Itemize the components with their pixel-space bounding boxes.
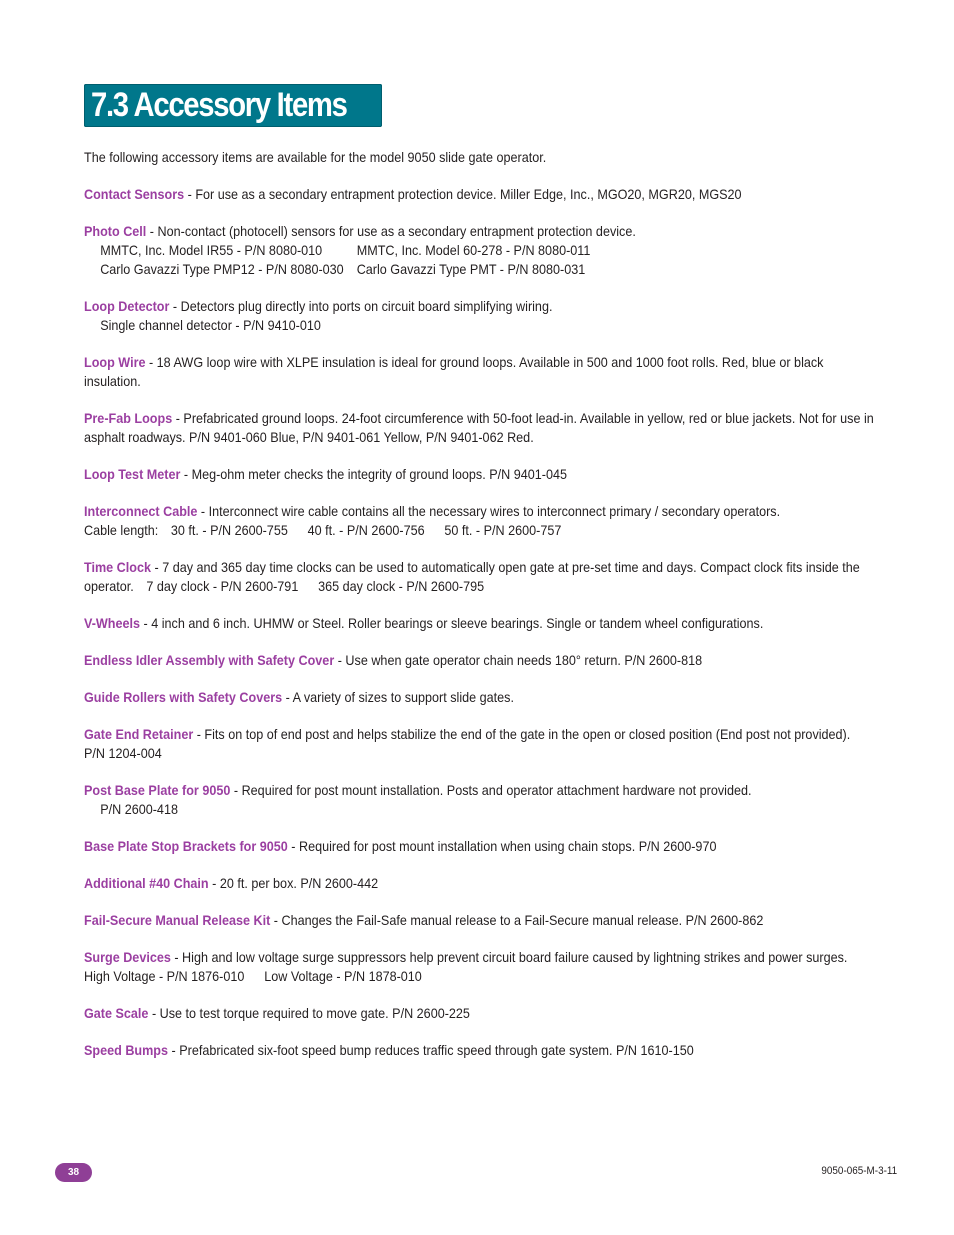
item-desc: - Meg-ohm meter checks the integrity of ground loops. P/N 9401-045 (180, 466, 567, 482)
item-photo-cell (84, 222, 874, 279)
item-term: Interconnect Cable (84, 503, 198, 519)
item-term: Base Plate Stop Brackets for 9050 (84, 838, 288, 854)
item-term: Loop Wire (84, 354, 146, 370)
item-additional-chain (84, 874, 874, 893)
item-term: Speed Bumps (84, 1042, 169, 1058)
item-desc: - Required for post mount installation when using chain stops. P/N 2600-970 (287, 838, 717, 854)
photo-cell-option: MMTC, Inc. Model IR55 - P/N 8080-010 (100, 242, 323, 258)
item-loop-wire (84, 353, 874, 391)
section-title-box (84, 84, 382, 127)
item-term: Loop Test Meter (84, 466, 181, 482)
photo-cell-option: Carlo Gavazzi Type PMT - P/N 8080-031 (356, 261, 586, 277)
item-term: Time Clock (84, 559, 151, 575)
item-gate-end-retainer (84, 725, 874, 763)
photo-cell-option: Carlo Gavazzi Type PMP12 - P/N 8080-030 (100, 261, 344, 277)
cable-length-option: 30 ft. - P/N 2600-755 (170, 522, 288, 538)
item-post-base-plate (84, 781, 874, 819)
surge-option: High Voltage - P/N 1876-010 (84, 968, 245, 984)
item-loop-detector (84, 297, 874, 335)
item-desc: - 4 inch and 6 inch. UHMW or Steel. Roller bearings or sleeve bearings. Single or tandem wheel configurations. (140, 615, 764, 631)
item-term: Post Base Plate for 9050 (84, 782, 231, 798)
item-desc: - 7 day and 365 day time clocks can be used to automatically open gate at pre-set time and days. Compact clock fits inside the operator. (84, 559, 860, 594)
item-desc: - Required for post mount installation. Posts and operator attachment hardware not provided. (230, 782, 752, 798)
item-desc: - Detectors plug directly into ports on circuit board simplifying wiring. (169, 298, 553, 314)
item-term: V-Wheels (84, 615, 141, 631)
item-term: Endless Idler Assembly with Safety Cover (84, 652, 335, 668)
cable-length-option: 40 ft. - P/N 2600-756 (307, 522, 425, 538)
item-term: Gate End Retainer (84, 726, 194, 742)
surge-option: Low Voltage - P/N 1878-010 (264, 968, 422, 984)
intro-paragraph (84, 148, 874, 167)
item-surge-devices (84, 948, 874, 986)
item-desc: - 20 ft. per box. P/N 2600-442 (208, 875, 379, 891)
cable-length-option: 50 ft. - P/N 2600-757 (444, 522, 562, 538)
item-desc: - 18 AWG loop wire with XLPE insulation is ideal for ground loops. Available in 500 and 1000 foot rolls. Red, blue or black insulation. (84, 354, 824, 389)
item-desc: - Prefabricated six-foot speed bump reduces traffic speed through gate system. P/N 1610-150 (168, 1042, 694, 1058)
item-base-plate-stop-brackets (84, 837, 874, 856)
item-term: Gate Scale (84, 1005, 149, 1021)
item-term: Pre-Fab Loops (84, 410, 173, 426)
item-desc: - Interconnect wire cable contains all the necessary wires to interconnect primary / secondary operators. (197, 503, 781, 519)
item-desc: - High and low voltage surge suppressors help prevent circuit board failure caused by lightning strikes and power surges. (170, 949, 848, 965)
item-term: Loop Detector (84, 298, 170, 314)
photo-cell-option: MMTC, Inc. Model 60-278 - P/N 8080-011 (356, 242, 591, 258)
clock-option: 7 day clock - P/N 2600-791 (146, 578, 299, 594)
page-number-badge (55, 1163, 92, 1182)
item-term: Fail-Secure Manual Release Kit (84, 912, 271, 928)
item-speed-bumps (84, 1041, 874, 1060)
item-v-wheels (84, 614, 874, 633)
item-desc: - A variety of sizes to support slide gates. (282, 689, 514, 705)
item-term: Contact Sensors (84, 186, 185, 202)
cable-length-label: Cable length: (84, 522, 159, 538)
item-desc: - Prefabricated ground loops. 24-foot circumference with 50-foot lead-in. Available in yellow, red or blue jackets. Not for use in asphalt roadways. P/N 9401-060 Blue, P/N 9401-061 Yellow, P/N 9401-062 Red. (84, 410, 874, 445)
item-desc: - Non-contact (photocell) sensors for use as a secondary entrapment protection device. (146, 223, 636, 239)
loop-detector-part: Single channel detector - P/N 9410-010 (100, 317, 321, 333)
item-desc: - For use as a secondary entrapment protection device. Miller Edge, Inc., MGO20, MGR20, MGS20 (184, 186, 742, 202)
item-desc: - Use when gate operator chain needs 180° return. P/N 2600-818 (334, 652, 703, 668)
item-term: Surge Devices (84, 949, 171, 965)
intro-text: The following accessory items are available for the model 9050 slide gate operator. (84, 149, 547, 165)
accessory-list (84, 148, 874, 1078)
item-term: Additional #40 Chain (84, 875, 209, 891)
item-time-clock (84, 558, 874, 596)
item-loop-test-meter (84, 465, 874, 484)
item-desc: - Changes the Fail-Safe manual release to a Fail-Secure manual release. P/N 2600-862 (270, 912, 764, 928)
page-number: 38 (67, 1167, 80, 1178)
post-base-plate-part: P/N 2600-418 (100, 801, 178, 817)
item-desc: - Fits on top of end post and helps stabilize the end of the gate in the open or closed position (End post not provided). P/N 1204-004 (84, 726, 851, 761)
document-code: 9050-065-M-3-11 (821, 1165, 897, 1177)
item-fail-secure-kit (84, 911, 874, 930)
item-guide-rollers (84, 688, 874, 707)
item-desc: - Use to test torque required to move gate. P/N 2600-225 (148, 1005, 470, 1021)
item-endless-idler (84, 651, 874, 670)
item-term: Guide Rollers with Safety Covers (84, 689, 283, 705)
item-prefab-loops (84, 409, 874, 447)
item-contact-sensors (84, 185, 874, 204)
clock-option: 365 day clock - P/N 2600-795 (318, 578, 485, 594)
page-title: 7.3 Accessory Items (91, 86, 347, 124)
item-interconnect-cable (84, 502, 874, 540)
item-gate-scale (84, 1004, 874, 1023)
item-term: Photo Cell (84, 223, 147, 239)
